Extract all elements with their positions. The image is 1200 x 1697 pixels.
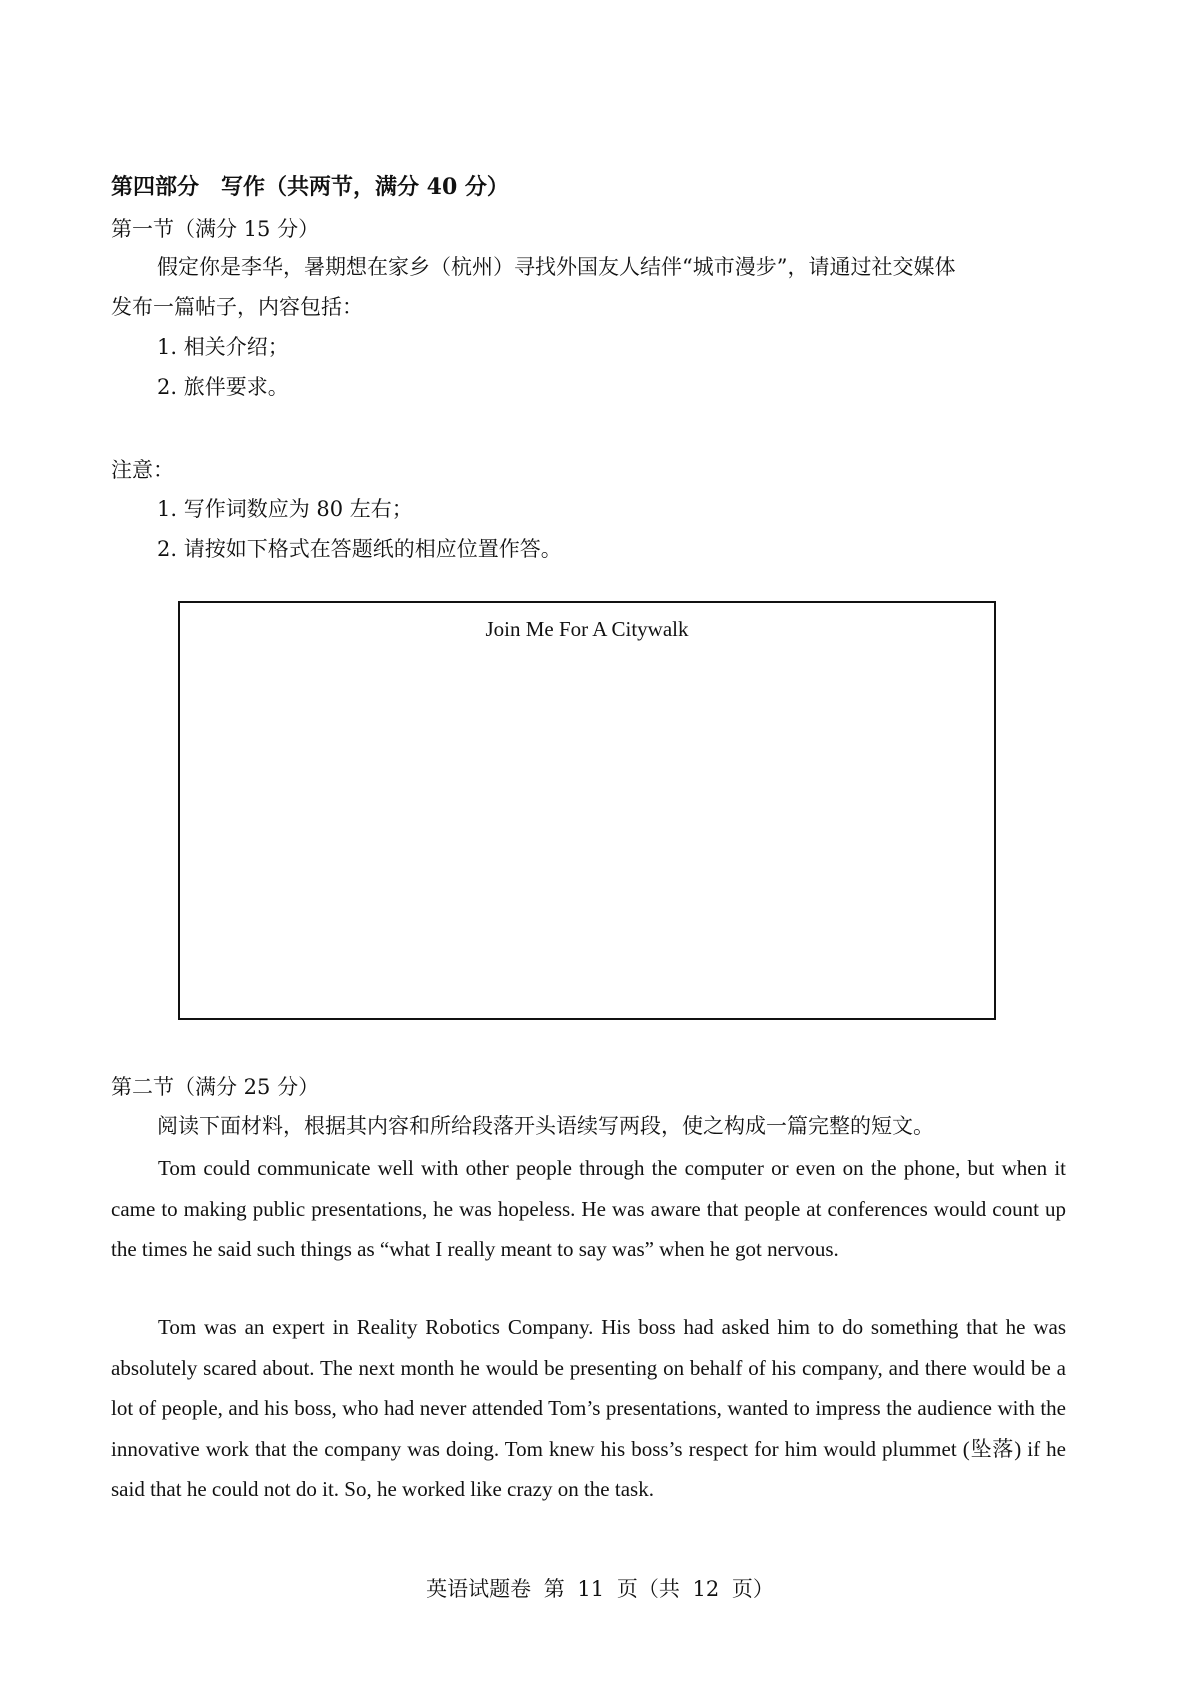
answer-box: [178, 601, 996, 1020]
section1-heading: 第一节（满分 15 分）: [111, 217, 320, 241]
section2-heading: 第二节（满分 25 分）: [111, 1075, 320, 1099]
content-item: 1. 相关介绍；: [157, 335, 289, 359]
passage-paragraph: Tom was an expert in Reality Robotics Company. His boss had asked him to do something that he was absolutely scared about. The next month he would be presenting on behalf of his company, and there would be a lot of people, and his boss, who had never attended Tom’s presentations, wanted to impress the audience with the innovative work that the company was doing. Tom knew his boss’s respect for him would plummet (坠落) if he said that he could not do it. So, he worked like crazy on the task.: [111, 1315, 1066, 1501]
note-item: 1. 写作词数应为 80 左右；: [157, 497, 413, 521]
section1-prompt-line2: 发布一篇帖子，内容包括：: [111, 295, 363, 319]
section1-prompt-line1: 假定你是李华，暑期想在家乡（杭州）寻找外国友人结伴“城市漫步”，请通过社交媒体: [157, 255, 956, 279]
passage-paragraph: Tom could communicate well with other people through the computer or even on the phone, but when it came to making public presentations, he was hopeless. He was aware that people at conferences would count up the times he said such things as “what I really meant to say was” when he got nervous.: [111, 1156, 1066, 1261]
content-item: 2. 旅伴要求。: [157, 375, 289, 399]
page-footer: 英语试题卷 第 11 页（共 12 页）: [426, 1577, 774, 1601]
part-title: 第四部分 写作（共两节，满分 40 分）: [111, 174, 509, 200]
note-item: 2. 请按如下格式在答题纸的相应位置作答。: [157, 537, 562, 561]
section2-instruction: 阅读下面材料，根据其内容和所给段落开头语续写两段，使之构成一篇完整的短文。: [157, 1114, 934, 1138]
notes-label: 注意：: [111, 458, 174, 482]
answer-box-title: Join Me For A Citywalk: [485, 617, 689, 641]
